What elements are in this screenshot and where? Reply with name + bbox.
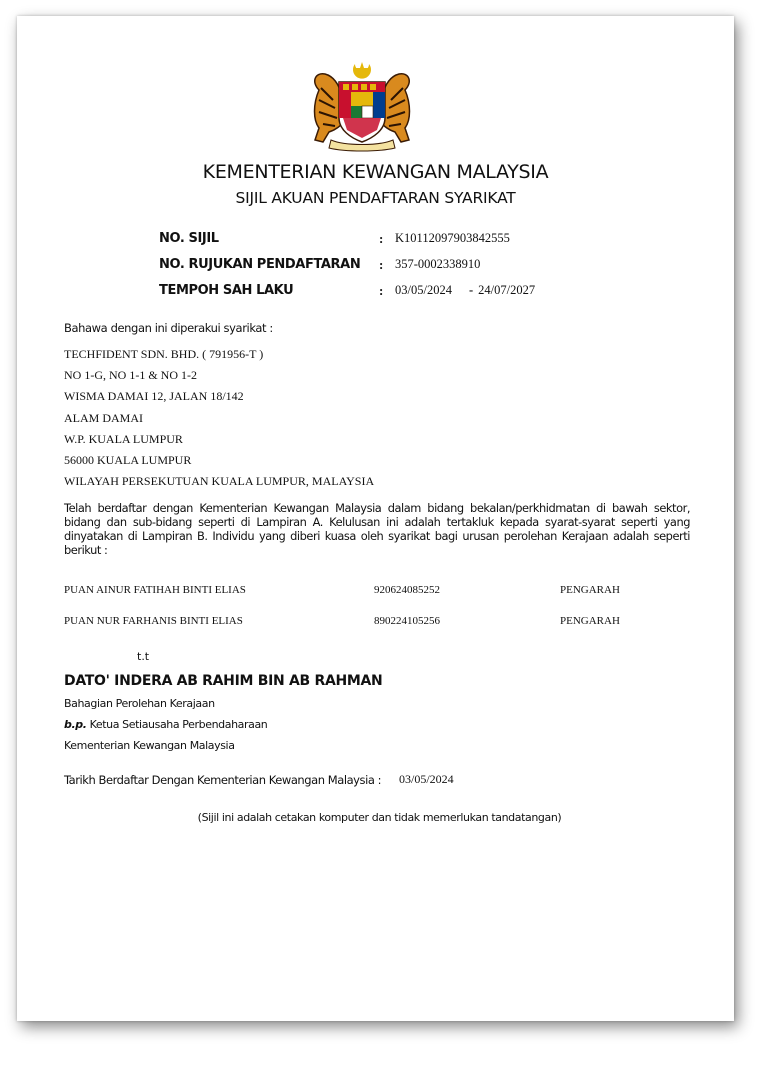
signatory-name: DATO' INDERA AB RAHIM BIN AB RAHMAN <box>64 673 383 689</box>
address-line: NO 1-G, NO 1-1 & NO 1-2 <box>64 368 197 382</box>
registration-date-label: Tarikh Berdaftar Dengan Kementerian Kewangan Malaysia : <box>64 773 382 787</box>
director-id: 920624085252 <box>374 584 440 596</box>
registration-statement: Telah berdaftar dengan Kementerian Kewangan Malaysia dalam bidang bekalan/perkhidmatan di bawah sektor, bidang dan sub-bidang seperti di Lampiran A. Kelulusan ini adalah tertakluk kepada syarat-syarat seperti yang dinyatakan di Lampiran B. Individu yang diberi kuasa oleh syarikat bagi urusan perolehan Kerajaan adalah seperti berikut : <box>64 501 690 557</box>
cert-number-label: NO. SIJIL <box>159 231 219 246</box>
address-line: 56000 KUALA LUMPUR <box>64 453 192 467</box>
malaysia-coat-of-arms-icon <box>305 60 419 152</box>
ref-number-row <box>159 257 679 277</box>
colon: : <box>379 231 384 246</box>
ref-number-label: NO. RUJUKAN PENDAFTARAN <box>159 257 361 272</box>
signatory-division: Bahagian Perolehan Kerajaan <box>64 697 215 710</box>
address-line: ALAM DAMAI <box>64 411 143 425</box>
certificate-page <box>17 16 734 1021</box>
validity-end: 24/07/2027 <box>478 283 536 297</box>
validity-end-group <box>469 283 535 298</box>
validity-start: 03/05/2024 <box>395 283 452 297</box>
director-name: PUAN NUR FARHANIS BINTI ELIAS <box>64 615 243 627</box>
computer-generated-note: (Sijil ini adalah cetakan komputer dan tidak memerlukan tandatangan) <box>197 811 562 824</box>
cert-number-row <box>159 231 679 251</box>
ref-number-value: 357-0002338910 <box>395 257 481 271</box>
validity-label: TEMPOH SAH LAKU <box>159 283 294 298</box>
signatory-role-line <box>64 718 267 731</box>
director-position: PENGARAH <box>560 615 620 627</box>
validity-row <box>159 283 679 303</box>
colon: : <box>379 283 384 298</box>
address-line: W.P. KUALA LUMPUR <box>64 432 183 446</box>
validity-dash: - <box>469 283 474 297</box>
signatory-ministry: Kementerian Kewangan Malaysia <box>64 739 235 752</box>
director-name: PUAN AINUR FATIHAH BINTI ELIAS <box>64 584 246 596</box>
certificate-title: SIJIL AKUAN PENDAFTARAN SYARIKAT <box>235 189 516 207</box>
address-line: WILAYAH PERSEKUTUAN KUALA LUMPUR, MALAYSIA <box>64 474 375 488</box>
director-id: 890224105256 <box>374 615 440 627</box>
cert-number-value: K10112097903842555 <box>395 231 510 245</box>
certification-lead: Bahawa dengan ini diperakui syarikat : <box>64 321 273 335</box>
colon: : <box>379 257 384 272</box>
signatory-role: Ketua Setiausaha Perbendaharaan <box>89 718 268 731</box>
registration-date-value: 03/05/2024 <box>399 772 454 786</box>
address-line: WISMA DAMAI 12, JALAN 18/142 <box>64 389 244 403</box>
director-position: PENGARAH <box>560 584 620 596</box>
ministry-title: KEMENTERIAN KEWANGAN MALAYSIA <box>202 161 549 183</box>
company-name: TECHFIDENT SDN. BHD. ( 791956-T ) <box>64 347 264 361</box>
on-behalf-mark: b.p. <box>64 718 87 731</box>
signed-mark: t.t <box>137 650 150 663</box>
